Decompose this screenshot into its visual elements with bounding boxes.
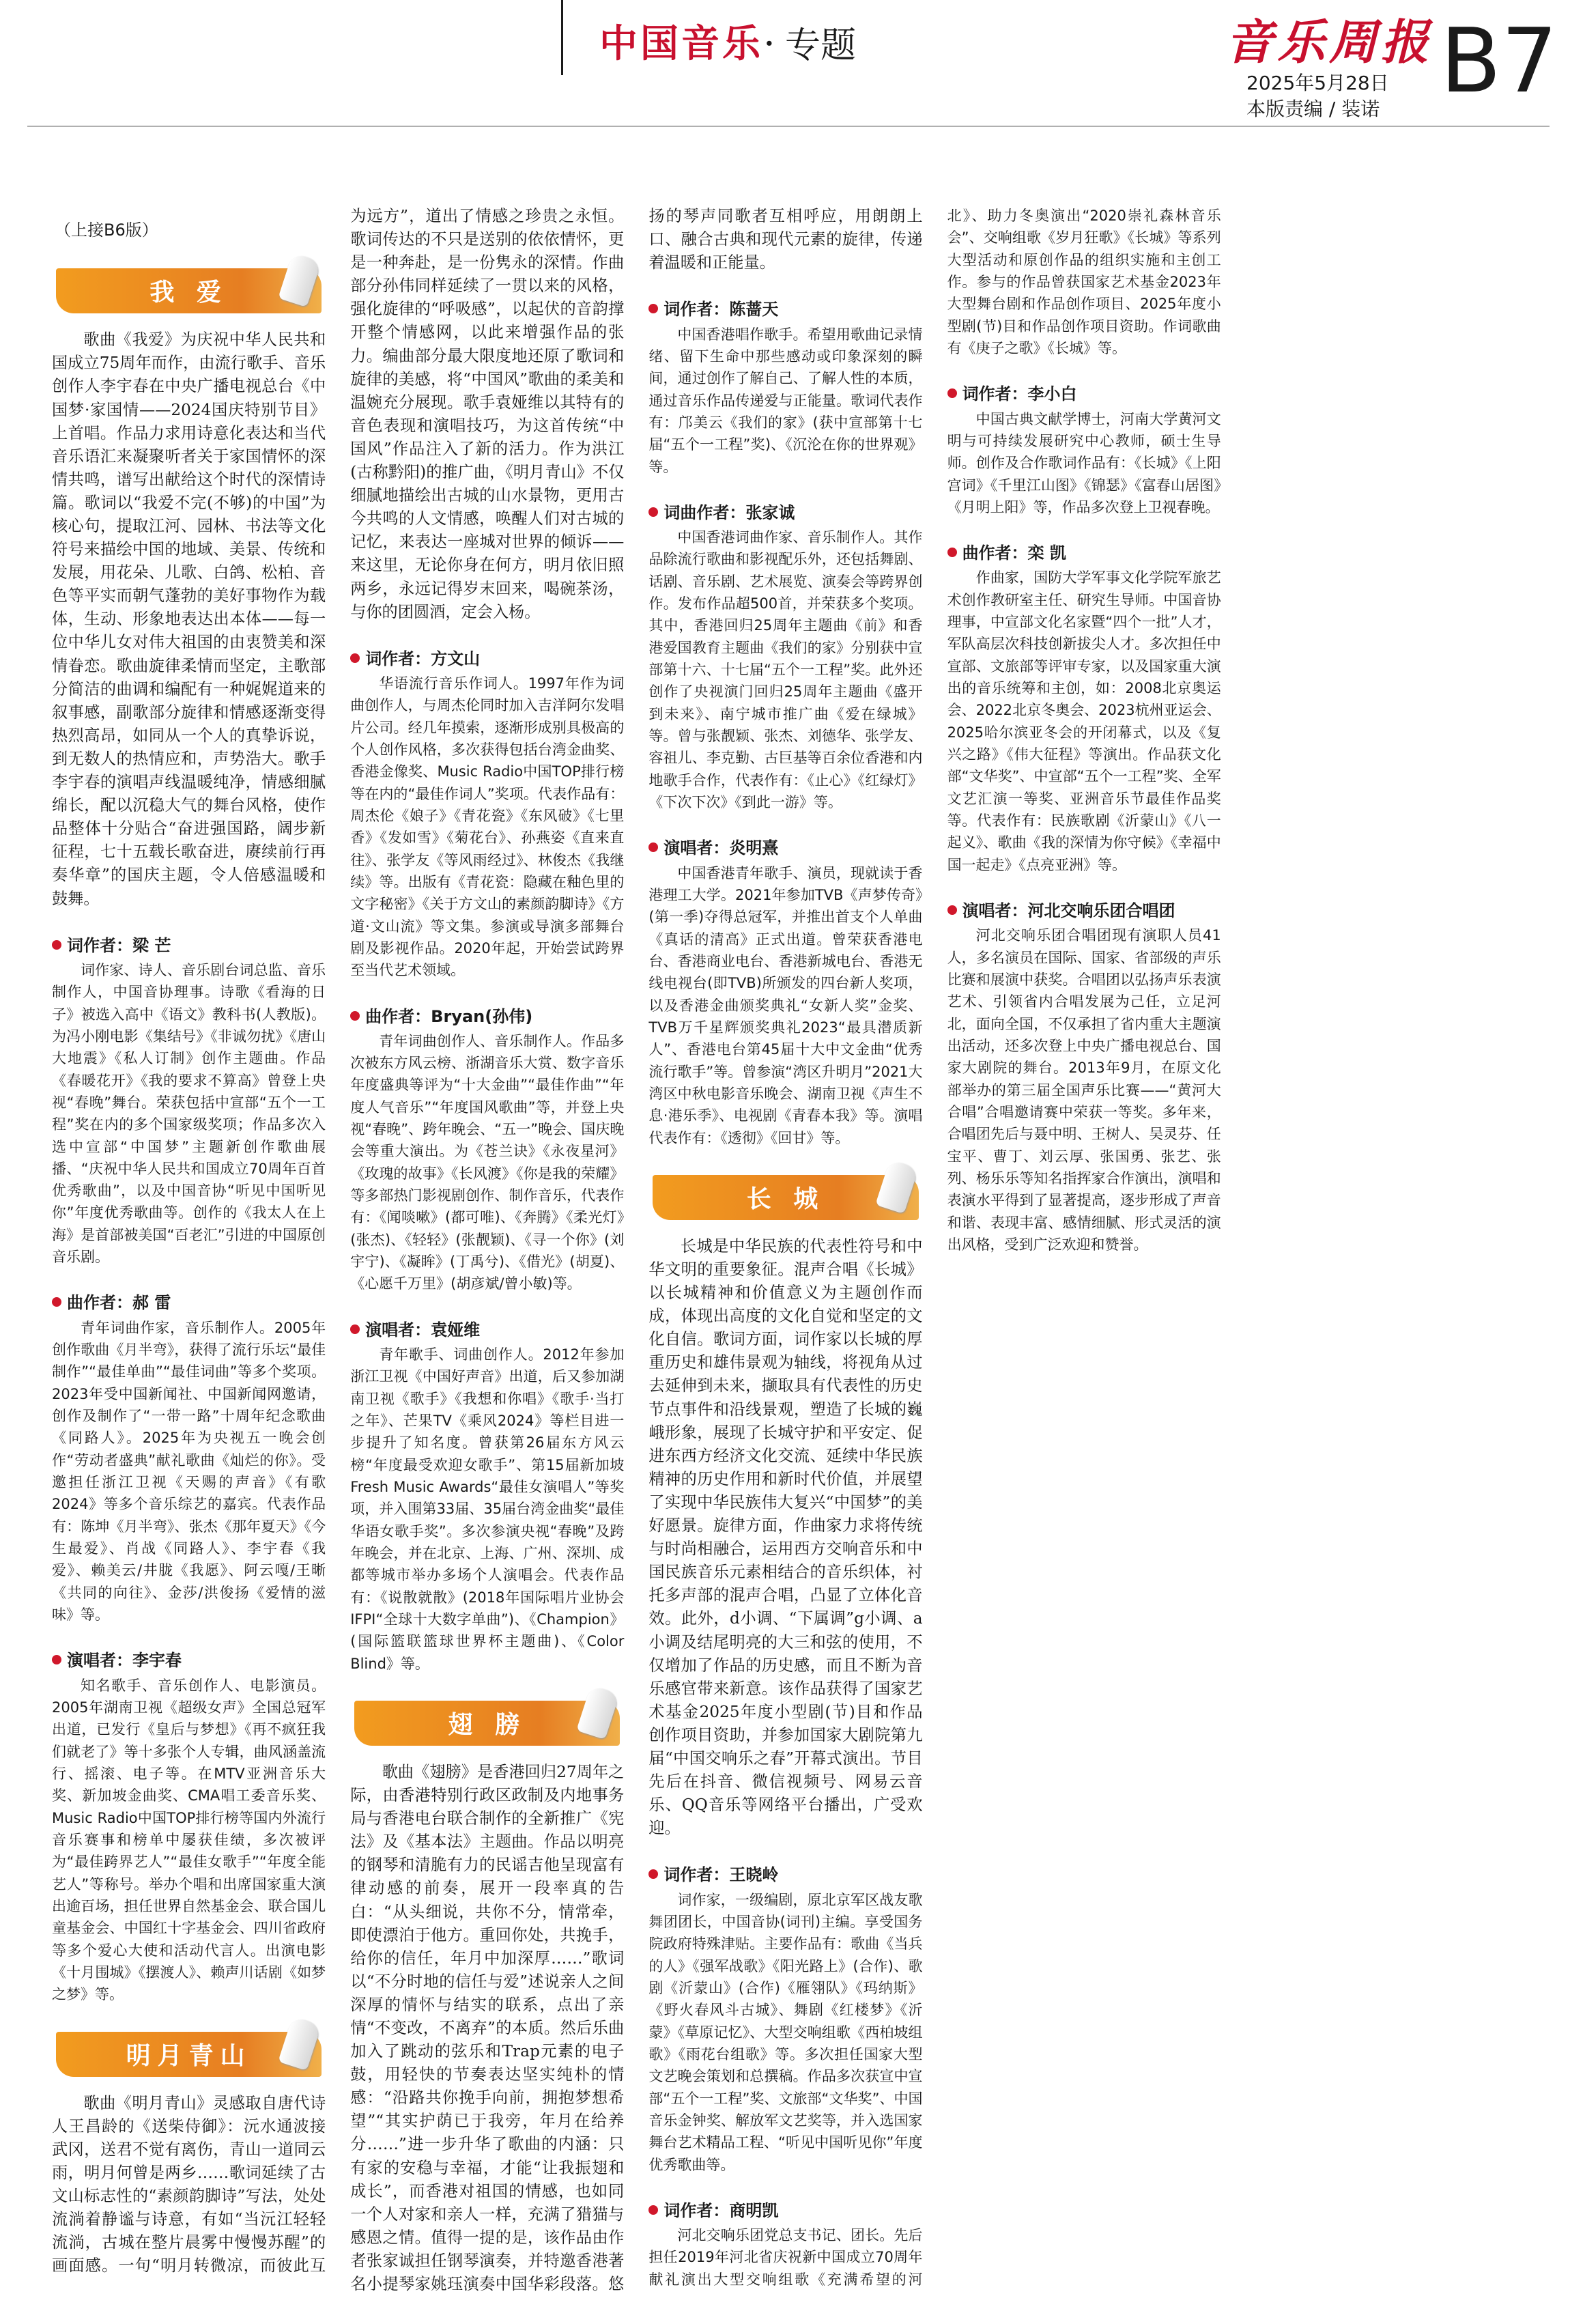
credit-role-label: 曲作者：Bryan(孙伟) xyxy=(365,1006,533,1026)
credit-role xyxy=(350,647,624,671)
credit-role xyxy=(52,1291,326,1315)
credit-role-label: 演唱者：炎明熹 xyxy=(663,838,779,858)
credit-role xyxy=(648,298,922,322)
credit-role xyxy=(648,501,922,525)
credit-bio: 中国香港青年歌手、演员，现就读于香港理工大学。2021年参加TVB《声梦传奇》(第一季)夺得总冠军，并推出首支个人单曲《真话的清高》正式出道。曾荣获香港电台、香港商业电台、香港新城电台、香港无线电视台(即TVB)所颁发的四台新人奖项，以及香港金曲颁奖典礼“女新人奖”金奖、TVB万千星辉颁奖典礼2023“最具潜质新人”、香港电台第45届十大中文金曲“优秀流行歌手”等。曾参演“湾区升明月”2021大湾区中秋电影音乐晚会、湖南卫视《声生不息·港乐季》、电视剧《青春本我》等。演唱代表作有：《透彻》《回甘》等。 xyxy=(648,864,923,1146)
article-body: 长城是中华民族的代表性符号和中华文明的重要象征。混声合唱《长城》以长城精神和价值意义为主题创作而成，体现出高度的文化自觉和坚定的文化自信。歌词方面，词作家以长城的厚重历史和雄伟景观为轴线，将视角从过去延伸到未来，撷取具有代表性的历史节点事件和沿线景观，塑造了长城的巍峨形象，展现了长城守护和平安定、促进东西方经济文化交流、延续中华民族精神的历史作用和新时代价值，并展望了实现中华民族伟大复兴“中国梦”的美好愿景。旋律方面，作曲家力求将传统与时尚相融合，运用西方交响音乐和中国民族音乐元素相结合的音乐织体，衬托多声部的混声合唱，凸显了立体化音效。此外，d小调、“下属调”g小调、a小调及结尾明亮的大三和弦的使用，不仅增加了作品的历史感，而且不断为音乐感官带来新意。该作品获得了国家艺术基金2025年度小型剧(节)目和作品创作项目资助，并参加国家大剧院第九届“中国交响乐之春”开幕式演出。节目先后在抖音、微信视频号、网易云音乐、QQ音乐等网络平台播出，广受欢迎。 xyxy=(648,1236,923,1838)
continued-note: （上接B6版） xyxy=(55,221,158,240)
page-masthead xyxy=(0,0,1570,123)
credit-role-label: 词作者：李小白 xyxy=(962,384,1077,404)
credit-role xyxy=(648,2199,922,2223)
credit-bio: 华语流行音乐作词人。1997年作为词曲创作人，与周杰伦同时加入吉洋阿尔发唱片公司。经几年摸索，逐渐形成别具极高的个人创作风格，多次获得包括台湾金曲奖、香港金像奖、Music Radio中国TOP排行榜等在内的“最佳作词人”奖项。代表作品有：周杰伦《娘子》《青花瓷》《东风破》《七里香》《发如雪》《菊花台》、孙燕姿《直来直往》、张学友《等风雨经过》、林俊杰《我继续》等。出版有《青花瓷：隐藏在釉色里的文字秘密》《关于方文山的素颜韵脚诗》《方道·文山流》等文集。参演或导演多部舞台剧及影视作品。2020年起，开始尝试跨界至当代艺术领域。 xyxy=(350,675,625,979)
article-heading xyxy=(354,1701,620,1746)
credit-bio: 知名歌手、音乐创作人、电影演员。2005年湖南卫视《超级女声》全国总冠军出道，已发行《皇后与梦想》《再不疯狂我们就老了》等十多张个人专辑，曲风涵盖流行、摇滚、电子等。在MTV亚洲音乐大奖、新加坡金曲奖、CMA唱工委音乐奖、Music Radio中国TOP排行榜等国内外流行音乐赛事和榜单中屡获佳绩，多次被评为“最佳跨界艺人”“最佳女歌手”“年度全能艺人”等称号。举办个唱和出席国家重大演出逾百场，担任世界自然基金会、联合国儿童基金会、中国红十字基金会、四川省政府等多个爱心大使和活动代言人。出演电影《十月围城》《摆渡人》、赖声川话剧《如梦之梦》等。 xyxy=(52,1677,326,2003)
bullet-icon xyxy=(648,1869,658,1879)
credit-bio: 作曲家，国防大学军事文化学院军旅艺术创作教研室主任、研究生导师。中国音协理事，中宣部文化名家暨“四个一批”人才，军队高层次科技创新拔尖人才。多次担任中宣部、文旅部等评审专家，以及国家重大演出的音乐统筹和主创，如：2008北京奥运会、2022北京冬奥会、2023杭州亚运会、2025哈尔滨亚冬会的开闭幕式，以及《复兴之路》《伟大征程》等演出。作品获文化部“文华奖”、中宣部“五个一工程”奖、全军文艺汇演一等奖、亚洲音乐节最佳作品奖等。代表作有：民族歌剧《沂蒙山》《八一起义》、歌曲《我的深情为你守候》《幸福中国一起走》《点亮亚洲》等。 xyxy=(947,569,1221,873)
credit-role xyxy=(52,934,326,958)
credit-role-label: 词作者：陈蔷天 xyxy=(663,300,779,320)
credit-role-label: 曲作者：郝 雷 xyxy=(67,1293,171,1313)
article-heading xyxy=(56,2032,322,2077)
credit-bio: 河北交响乐团党总支书记、团长。先后担任2019年河北省庆祝新中国成立70周年献礼演出大型交响组歌《充满希望的河北》、助力冬奥演出“2020崇礼森林音乐会”、交响组歌《岁月狂歌》《长城》等系列大型活动和原创作品的组织实施和主创工作。参与的作品曾获国家艺术基金2023年大型舞台剧和作品创作项目、2025年度小型剧(节)目和作品创作项目资助。作词歌曲有《庚子之歌》《长城》等。 xyxy=(648,208,1221,2288)
credit-bio: 中国香港词曲作家、音乐制作人。其作品除流行歌曲和影视配乐外，还包括舞剧、话剧、音乐剧、艺术展览、演奏会等跨界创作。发布作品超500首，并荣获多个奖项。其中，香港回归25周年主题曲《前》和香港爱国教育主题曲《我们的家》分别获中宣部第十六、十七届“五个一工程”奖。此外还创作了央视演门回归25周年主题曲《盛开到未来》、南宁城市推广曲《爱在绿城》等。曾与张靓颖、张杰、刘德华、张学友、容祖儿、李克勤、古巨基等百余位香港和内地歌手合作，代表作有：《止心》《红绿灯》《下次下次》《到此一游》等。 xyxy=(648,529,923,811)
bullet-icon xyxy=(648,2205,658,2215)
credit-role-label: 词作者：方文山 xyxy=(365,649,481,668)
credit-role xyxy=(648,836,922,860)
credit-bio: 青年歌手、词曲创作人。2012年参加浙江卫视《中国好声音》出道，后又参加湖南卫视《歌手》《我想和你唱》《歌手·当打之年》、芒果TV《乘风2024》等栏目进一步提升了知名度。曾获第26届东方风云榜“年度最受欢迎女歌手”、第15届新加坡Fresh Music Awards“最佳女演唱人”等奖项，并入围第33届、35届台湾金曲奖“最佳华语女歌手奖”。多次参演央视“春晚”及跨年晚会，并在北京、上海、广州、深圳、成都等城市举办多场个人演唱会。代表作品有：《说散就散》(2018年国际唱片业协会IFPI“全球十大数字单曲”)、《Champion》(国际篮联篮球世界杯主题曲)、《Color Blind》等。 xyxy=(350,1346,625,1672)
credit-bio: 河北交响乐团合唱团现有演职人员41人，多名演员在国际、国家、省部级的声乐比赛和展演中获奖。合唱团以弘扬声乐表演艺术、引领省内合唱发展为己任，立足河北，面向全国，不仅承担了省内重大主题演出活动，还多次登上中央广播电视总台、国家大剧院的舞台。2013年9月，在原文化部举办的第三届全国声乐比赛——“黄河大合唱”合唱邀请赛中荣获一等奖。多年来，合唱团先后与聂中明、王树人、吴灵芬、任宝平、曹丁、刘云厚、张国勇、张艺、张列、杨乐乐等知名指挥家合作演出，演唱和表演水平得到了显著提高，逐步形成了声音和谐、表现丰富、感情细腻、形式灵活的演出风格，受到广泛欢迎和赞誉。 xyxy=(947,927,1221,1253)
credit-role xyxy=(947,541,1221,565)
credit-role-label: 演唱者：袁娅维 xyxy=(365,1320,481,1340)
newspaper-logo: 音乐周报 xyxy=(1225,14,1433,70)
credit-role xyxy=(947,382,1221,406)
bullet-icon xyxy=(947,905,957,915)
credit-role xyxy=(947,899,1221,923)
page-editor: 本版责编 / 装诺 xyxy=(1246,98,1380,120)
credit-bio: 词作家，一级编剧，原北京军区战友歌舞团团长，中国音协(词刊)主编。享受国务院政府特殊津贴。主要作品有：歌曲《当兵的人》《强军战歌》《阳光路上》(合作)、歌剧《沂蒙山》(合作)《雁翎队》《玛纳斯》《野火春风斗古城》、舞剧《红楼梦》《沂蒙》《草原记忆》、大型交响组歌《西柏坡组歌》《雨花台组歌》等。多次担任国家大型文艺晚会策划和总撰稿。作品多次获宣中宣部“五个一工程”奖、文旅部“文华奖”、中国音乐金钟奖、解放军文艺奖等，并入选国家舞台艺术精品工程、“听见中国听见你”年度优秀歌曲等。 xyxy=(648,1891,923,2173)
article-columns xyxy=(52,205,1519,2301)
credit-role xyxy=(648,1863,922,1887)
bullet-icon xyxy=(350,653,360,663)
credit-bio: 词作家、诗人、音乐剧台词总监、音乐制作人，中国音协理事。诗歌《看海的日子》被选入高中《语文》教科书(人教版)。为冯小刚电影《集结号》《非诚勿扰》《唐山大地震》《私人订制》创作主题曲。作品《春暖花开》《我的要求不算高》曾登上央视“春晚”舞台。荣获包括中宣部“五个一工程”奖在内的多个国家级奖项；作品多次入选中宣部“中国梦”主题新创作歌曲展播、“庆祝中华人民共和国成立70周年百首优秀歌曲”，以及中国音协“听见中国听见你”年度优秀歌曲等。创作的《我太人在上海》是首部被美国“百老汇”引进的中国原创音乐剧。 xyxy=(52,961,326,1266)
newspaper-brand xyxy=(599,14,778,68)
bullet-icon xyxy=(350,1011,360,1021)
brand-separator: · xyxy=(763,22,778,66)
credit-bio: 中国香港唱作歌手。希望用歌曲记录情绪、留下生命中那些感动或印象深刻的瞬间，通过创作了解自己、了解人性的本质，通过音乐作品传递爱与正能量。歌词代表作有：邝美云《我们的家》(获中宣部第十七届“五个一工程”奖)、《沉沦在你的世界观》等。 xyxy=(648,326,923,475)
credit-role xyxy=(350,1318,624,1342)
bullet-icon xyxy=(350,1324,360,1334)
article-body: 歌曲《明月青山》灵感取自唐代诗人王昌龄的《送柴侍御》：沅水通波接武冈，送君不觉有离伤，青山一道同云雨，明月何曾是两乡……歌词延续了古文山标志性的“素颜韵脚诗”写法，处处流淌着静谧与诗意，有如“当沅江轻轻流淌，古城在整片晨雾中慢慢苏醒”的画面感。一句“明月转微凉，而彼此互为远方”，道出了情感之珍贵之永恒。歌词传达的不只是送别的依依情怀，更是一种奔赴，是一份隽永的深情。作曲部分孙伟同样延续了一贯以来的风格，强化旋律的“呼吸感”，以起伏的音韵撑开整个情感网，以此来增强作品的张力。编曲部分最大限度地还原了歌词和旋律的美感，将“中国风”歌曲的柔美和温婉充分展现。歌手袁娅维以其特有的音色表现和演唱技巧，为这首传统“中国风”作品注入了新的活力。作为洪江(古称黔阳)的推广曲，《明月青山》不仅细腻地描绘出古城的山水景物，更用古今共鸣的人文情感，唤醒人们对古城的记忆，来表达一座城对世界的倾诉——来这里，无论你身在何方，明月依旧照两乡，永远记得岁末回来，喝碗茶汤，与你的团圆酒，定会入杨。 xyxy=(52,207,625,2276)
article-title: 长 城 xyxy=(746,1184,825,1213)
brand-name: 中国音乐 xyxy=(599,21,763,66)
article-body: 歌曲《我爱》为庆祝中华人民共和国成立75周年而作，由流行歌手、音乐创作人李宇春在中央广播电视总台《中国梦·家国情——2024国庆特别节目》上首唱。作品力求用诗意化表达和当代音乐语汇来凝聚听者关于家国情怀的深情共鸣，谱写出献给这个时代的深情诗篇。歌词以“我爱不完(不够)的中国”为核心句，提取江河、园林、书法等文化符号来描绘中国的地域、美景、传统和发展，用花朵、儿歌、白鸽、松柏、音色等平实而朝气蓬勃的美好事物作为载体，生动、形象地表达出本体——每一位中华儿女对伟大祖国的由衷赞美和深情眷恋。歌曲旋律柔情而坚定，主歌部分简洁的曲调和编配有一种娓娓道来的叙事感，副歌部分旋律和情感逐渐变得热烈高昂，如同从一个人的真挚诉说，到无数人的热情应和，声势浩大。歌手李宇春的演唱声线温暖纯净，情感细腻绵长，配以沉稳大气的舞台风格，使作品整体十分贴合“奋进强国路，阔步新征程，七十五载长歌奋进，赓续前行再奏华章”的国庆主题，令人倍感温暖和鼓舞。 xyxy=(52,330,326,908)
section-title: 专题 xyxy=(785,25,857,66)
article-heading xyxy=(653,1175,918,1220)
bullet-icon xyxy=(648,304,658,313)
credit-role-label: 曲作者：栾 凯 xyxy=(962,543,1066,563)
credit-role-label: 词作者：商明凯 xyxy=(663,2200,779,2220)
page-number: B7 xyxy=(1440,9,1558,113)
credit-role-label: 演唱者：李宇春 xyxy=(67,1651,182,1671)
masthead-rule xyxy=(27,126,1550,127)
article-wo-ai xyxy=(52,268,326,2005)
article-heading xyxy=(56,268,322,313)
credit-role xyxy=(350,1005,624,1029)
bullet-icon xyxy=(648,507,658,517)
credit-bio: 中国古典文献学博士，河南大学黄河文明与可持续发展研究中心教师，硕士生导师。创作及合作歌词作品有：《长城》《上阳宫词》《千里江山图》《锦瑟》《富春山居图》《月明上阳》等，作品多次登上卫视春晚。 xyxy=(947,410,1221,515)
article-title: 我 爱 xyxy=(149,278,228,307)
article-body: 歌曲《翅膀》是香港回归27周年之际，由香港特别行政区政制及内地事务局与香港电台联合制作的全新推广《宪法》及《基本法》主题曲。作品以明亮的钢琴和清脆有力的民谣吉他呈现富有律动感的前奏，展开一段率真的告白：“从头细说，共你不分，情常牵，即使漂泊于他方。重回你处，共挽手，给你的信任，年月中加深厚……”歌词以“不分时地的信任与爱”述说亲人之间深厚的情怀与结实的联系，点出了亲情“不变改，不离弃”的本质。然后乐曲加入了跳动的弦乐和Trap元素的电子鼓，用轻快的节奏表达坚实纯朴的情感：“沿路共你挽手向前，拥抱梦想希望”“其实护荫已于我旁，年月在给养分……”进一步升华了歌曲的内涵：只有家的安稳与幸福，才能“让我振翅和成长”，而香港对祖国的情感，也如同一个人对家和亲人一样，充满了猎猫与感恩之情。值得一提的是，该作品由作者张家诚担任钢琴演奏，并特邀香港著名小提琴家姚珏演奏中国华彩段落。悠扬的琴声同歌者互相呼应，用朗朗上口、融合古典和现代元素的旋律，传递着温暖和正能量。 xyxy=(350,207,923,2293)
bullet-icon xyxy=(947,548,957,557)
masthead-divider xyxy=(561,0,563,75)
issue-date: 2025年5月28日 xyxy=(1246,72,1389,94)
bullet-icon xyxy=(52,1655,61,1664)
credit-role-label: 词曲作者：张家诚 xyxy=(663,502,795,522)
credit-role-label: 演唱者：河北交响乐团合唱团 xyxy=(962,901,1175,921)
credit-role-label: 词作者：王晓岭 xyxy=(663,1865,779,1885)
article-title: 明月青山 xyxy=(126,2041,252,2070)
credit-role-label: 词作者：梁 芒 xyxy=(67,935,171,955)
article-title: 翅 膀 xyxy=(448,1710,527,1739)
credit-role xyxy=(52,1649,326,1673)
credit-bio: 青年词曲创作人、音乐制作人。作品多次被东方风云榜、浙湖音乐大赏、数字音乐年度盛典等评为“十大金曲”“最佳作曲”“年度人气音乐”“年度国风歌曲”等，并登上央视“春晚”、跨年晚会、“五一”晚会、国庆晚会等重大演出。为《苍兰诀》《永夜星河》《玫瑰的故事》《长风渡》《你是我的荣耀》等多部热门影视剧创作、制作音乐，代表作有：《闻啖嗽》(都可唯)、《奔腾》《柔光灯》(张杰)、《轻轻》(张靓颖)、《寻一个你》(刘宇宁)、《凝眸》(丁禹兮)、《借光》(胡夏)、《心愿千万里》(胡彦斌/曾小敏)等。 xyxy=(350,1032,625,1292)
credit-bio: 青年词曲作家，音乐制作人。2005年创作歌曲《月半弯》，获得了流行乐坛“最佳制作”“最佳单曲”“最佳词曲”等多个奖项。2023年受中国新闻社、中国新闻网邀请，创作及制作了“一带一路”十周年纪念歌曲《同路人》。2025年为央视五一晚会创作“劳动者盛典”献礼歌曲《灿烂的你》。受邀担任浙江卫视《天赐的声音》《有歌2024》等多个音乐综艺的嘉宾。代表作品有：陈坤《月半弯》、张杰《那年夏天》《今生最爱》、肖战《同路人》、李宇春《我爱》、赖美云/井胧《我愿》、阿云嘎/王晰《共同的向往》、金莎/洪俊扬《爱情的滋味》等。 xyxy=(52,1319,326,1623)
bullet-icon xyxy=(648,842,658,852)
bullet-icon xyxy=(52,1297,61,1307)
bullet-icon xyxy=(52,940,61,950)
bullet-icon xyxy=(947,388,957,398)
